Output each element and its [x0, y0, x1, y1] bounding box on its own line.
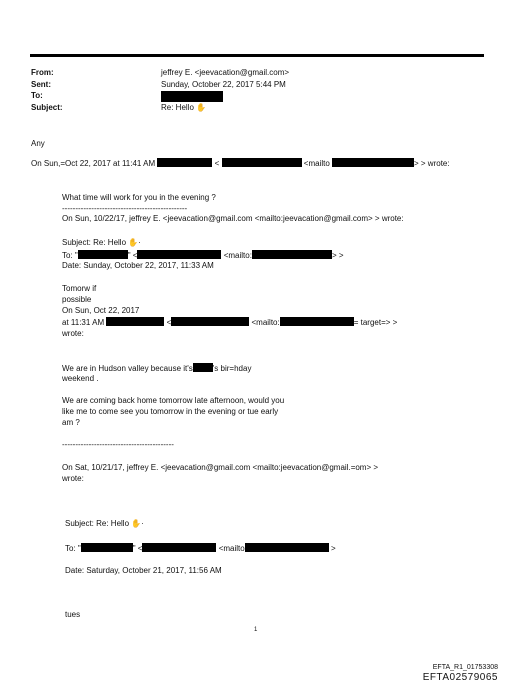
quoted-to: To: " " < <mailto >: [65, 544, 336, 553]
quoted-date: Date: Sunday, October 22, 2017, 11:33 AM: [62, 261, 214, 270]
from-label: From:: [31, 68, 54, 77]
body-what-time: What time will work for you in the evening ?: [62, 193, 216, 202]
quote-line-1022: On Sun, 10/22/17, jeffrey E. <jeevacation@gmail.com <mailto:jeevacation@gmail.com> > wrote:: [62, 214, 404, 223]
separator-line: -----------------------------------------------: [62, 204, 188, 213]
subject-value: Re: Hello ✋: [161, 103, 207, 112]
page-number: 1: [254, 627, 258, 633]
quoted-to: To: " " < <mailto: > >: [62, 251, 344, 260]
body-line: like me to come see you tomorrow in the evening or tue early: [62, 407, 279, 416]
body-line: We are coming back home tomorrow late afternoon, would you: [62, 396, 285, 405]
redaction-box: [280, 317, 354, 326]
body-line: Tomorw if: [62, 284, 97, 293]
quote-line-oct22: On Sun,=Oct 22, 2017 at 11:41 AM < <mailto > > wrote:: [31, 159, 450, 168]
redaction-box: [106, 317, 164, 326]
redaction-box: [161, 91, 223, 102]
body-tues: tues: [65, 610, 81, 619]
quoted-subject: Subject: Re: Hello ✋·: [62, 238, 141, 247]
body-line: wrote:: [62, 474, 84, 483]
redaction-box: [252, 250, 332, 259]
from-value: jeffrey E. <jeevacation@gmail.com>: [161, 68, 290, 77]
redaction-box: [137, 250, 221, 259]
sent-label: Sent:: [31, 80, 51, 89]
header-rule: [30, 54, 484, 57]
redaction-box: [245, 543, 329, 552]
redaction-box: [78, 250, 128, 259]
quote-line-1131: at 11:31 AM < <mailto: = target=> >: [62, 318, 398, 327]
bates-number-secondary: EFTA02579065: [422, 672, 498, 683]
sent-value: Sunday, October 22, 2017 5:44 PM: [161, 80, 286, 89]
quoted-date: Date: Saturday, October 21, 2017, 11:56 AM: [65, 566, 222, 575]
redaction-box: [332, 158, 414, 167]
body-any: Any: [31, 139, 45, 148]
redaction-box: [222, 158, 302, 167]
body-line: possible: [62, 295, 92, 304]
quote-line-1021: On Sat, 10/21/17, jeffrey E. <jeevacation@gmail.com <mailto:jeevacation@gmail.=om> >: [62, 463, 379, 472]
redaction-box: [81, 543, 133, 552]
redaction-box: [142, 543, 216, 552]
body-hudson: We are in Hudson valley because it's 's bir=hday: [62, 364, 252, 373]
body-line: wrote:: [62, 329, 84, 338]
to-label: To:: [31, 91, 43, 100]
body-line: weekend .: [62, 374, 99, 383]
subject-label: Subject:: [31, 103, 63, 112]
redaction-box: [157, 158, 212, 167]
quoted-subject: Subject: Re: Hello ✋·: [65, 519, 144, 528]
separator-line: ------------------------------------------: [62, 440, 174, 449]
body-line: am ?: [62, 418, 80, 427]
redaction-box: [193, 363, 213, 372]
body-line: On Sun, Oct 22, 2017: [62, 306, 140, 315]
redaction-box: [171, 317, 249, 326]
bates-number-primary: EFTA_R1_01753308: [432, 664, 498, 671]
